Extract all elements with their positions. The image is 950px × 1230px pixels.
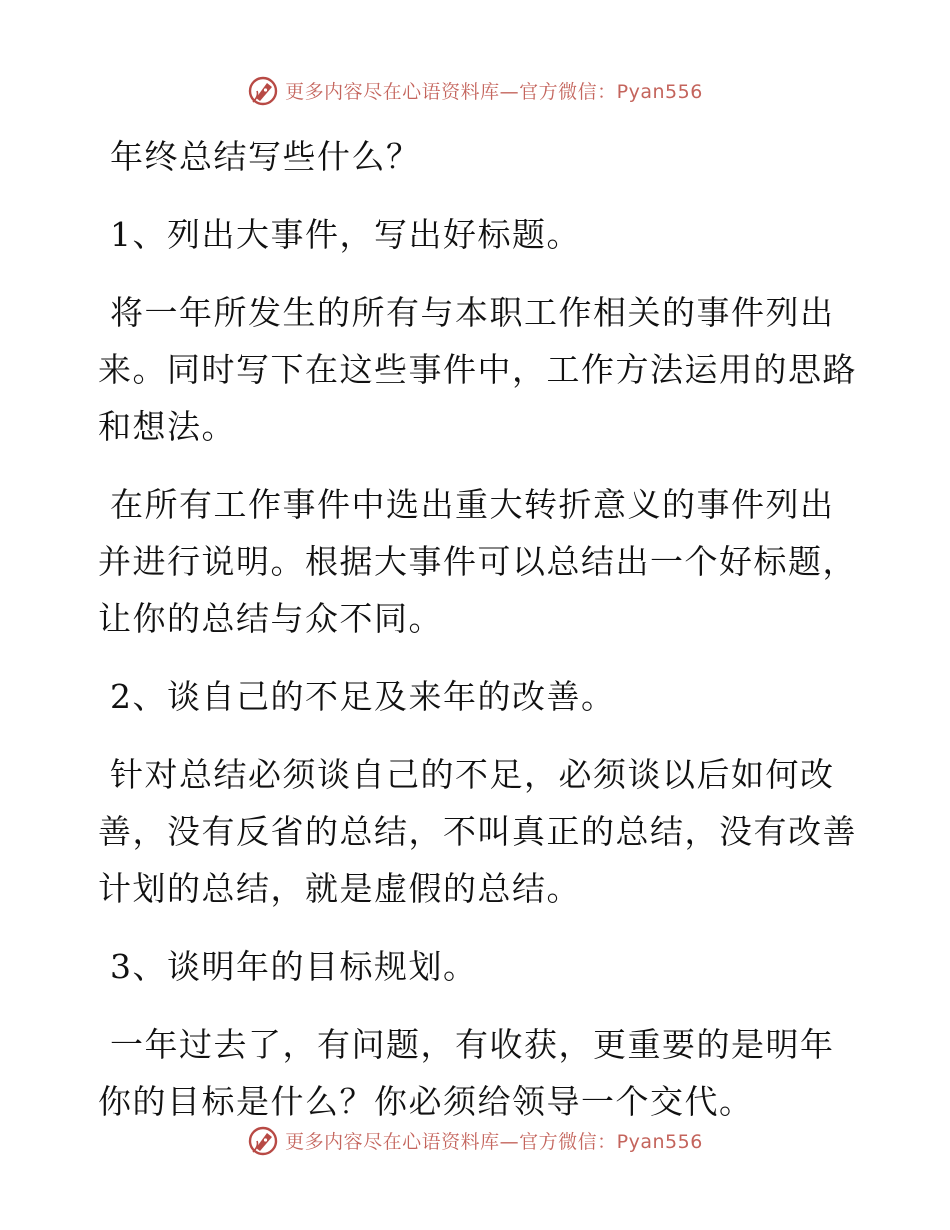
document-body bbox=[98, 128, 858, 1151]
body-paragraph: 将一年所发生的所有与本职工作相关的事件列出来。同时写下在这些事件中，工作方法运用的思路和想法。 bbox=[98, 293, 857, 446]
section-heading-2: 2、谈自己的不足及来年的改善。 bbox=[110, 677, 616, 716]
body-paragraph: 在所有工作事件中选出重大转折意义的事件列出并进行说明。根据大事件可以总结出一个好标题，让你的总结与众不同。 bbox=[98, 485, 857, 638]
section-heading-3: 3、谈明年的目标规划。 bbox=[110, 947, 478, 986]
body-paragraph: 针对总结必须谈自己的不足，必须谈以后如何改善，没有反省的总结，不叫真正的总结，没有改善计划的总结，就是虚假的总结。 bbox=[98, 755, 857, 908]
pen-nib-logo-icon bbox=[247, 74, 279, 106]
body-paragraph: 一年过去了，有问题，有收获，更重要的是明年你的目标是什么？你必须给领导一个交代。 bbox=[98, 1025, 835, 1121]
document-title: 年终总结写些什么？ bbox=[110, 137, 421, 176]
header-banner-text: 更多内容尽在心语资料库—官方微信：Pyan556 bbox=[285, 80, 703, 103]
section-heading-1: 1、列出大事件，写出好标题。 bbox=[110, 215, 581, 254]
footer-banner-text: 更多内容尽在心语资料库—官方微信：Pyan556 bbox=[285, 1130, 703, 1153]
pen-nib-logo-icon bbox=[247, 1124, 279, 1156]
header-banner bbox=[0, 70, 950, 110]
footer-banner bbox=[0, 1120, 950, 1160]
